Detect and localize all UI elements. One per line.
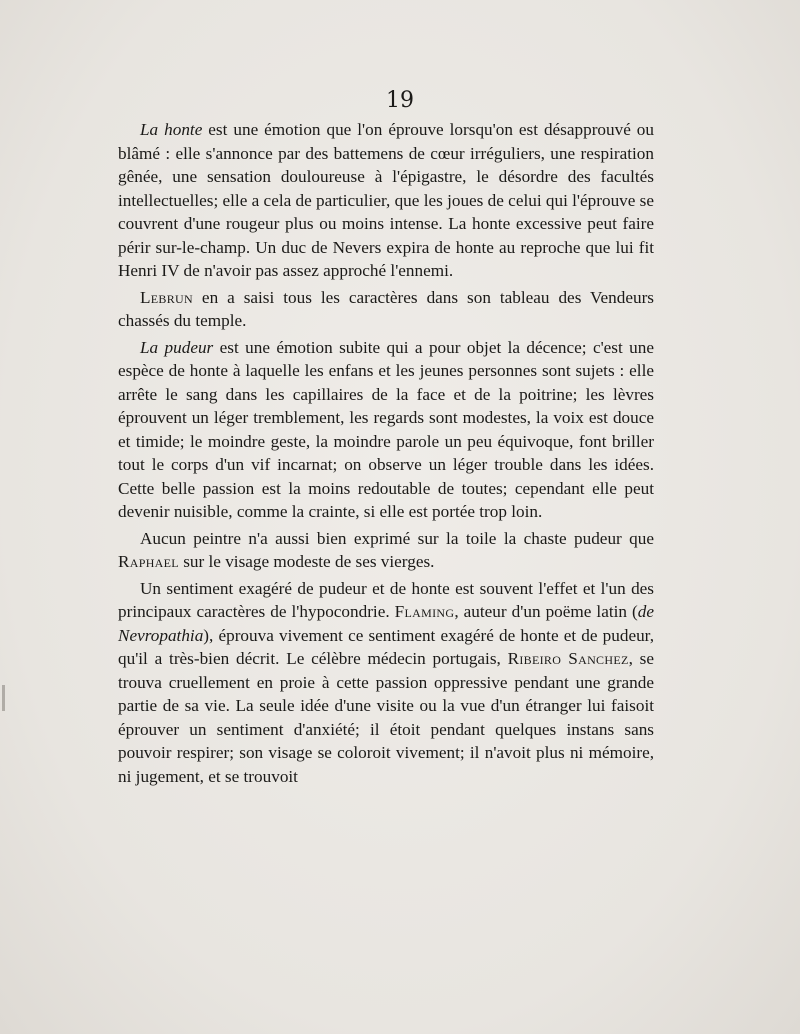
paragraph-text: ), éprouva vivement ce sentiment exagéré de honte et de pudeur, qu'il a très-bien décrit. Le célèbre médecin portugais, [118,625,654,668]
paragraph-text: est une émotion que l'on éprouve lorsqu'on est désapprouvé ou blâmé : elle s'annonce par des battemens de cœur irréguliers, une respiration gênée, une sensation douloureuse à l'épigastre, le désordre des facultés intellectuelles; elle a cela de particulier, que les joues de celui qui l'éprouve se couvrent d'une rougeur plus ou moins intense. La honte excessive peut faire périr sur-le-champ. Un duc de Nevers expira de honte au reproche que lui fit Henri IV de n'avoir pas assez approché l'ennemi. [118,120,654,280]
name-raphael: Raphael [118,552,179,571]
paragraph-text: , se trouva cruellement en proie à cette passion oppressive pendant une grande partie de sa vie. La seule idée d'une visite ou la vue d'un étranger lui faisoit éprouver un sentiment d'anxiété; il étoit pendant quelques instans sans pouvoir respirer; son visage se coloroit vivement; il n'avoit plus ni mémoire, ni jugement, et se trouvoit [118,649,655,786]
page-edge-mark [2,685,5,711]
name-flaming: Flaming [394,602,455,621]
name-lebrun: Lebrun [140,287,193,307]
paragraph-sentiment-exagere [118,577,654,789]
paragraph-la-honte [118,118,654,283]
page-number: 19 [386,88,414,113]
work-title-de-nevropathia: de Nevropathia [118,602,654,645]
name-ribeiro-sanchez: Ribeiro Sanchez [507,649,629,668]
paragraph-text: est une émotion subite qui a pour objet la décence; c'est une espèce de honte à laquelle les enfans et les jeunes personnes sont sujets : elle arrête le sang dans les capillaires de la face et de la poitrine; les lèvres éprouvent un léger tremblement, les regards sont modestes, la voix est douce et timide; le moindre geste, la moindre parole un peu équivoque, font briller tout le corps d'un vif incarnat; on observe un léger trouble dans les idées. Cette belle passion est la moins redoutable de toutes; cependant elle peut devenir nuisible, comme la crainte, si elle est portée trop loin. [118,337,654,521]
body-text [118,118,654,788]
term-la-honte: La honte [140,120,203,139]
paragraph-la-pudeur [118,336,654,524]
paragraph-text: , auteur d'un poëme latin ( [454,602,638,621]
term-la-pudeur: La pudeur [140,337,214,357]
paragraph-text: Aucun peintre n'a aussi bien exprimé sur la toile la chaste pudeur que [140,528,654,548]
paragraph-text: Un sentiment exagéré de pudeur et de honte est souvent l'effet et l'un des principaux caractères de l'hypocondrie. [118,578,654,621]
paragraph-text: sur le visage modeste de ses vierges. [178,552,435,571]
paragraph-lebrun [118,286,654,333]
paragraph-text: en a saisi tous les caractères dans son tableau des Vendeurs chassés du temple. [118,287,654,330]
paragraph-raphael [118,527,654,574]
